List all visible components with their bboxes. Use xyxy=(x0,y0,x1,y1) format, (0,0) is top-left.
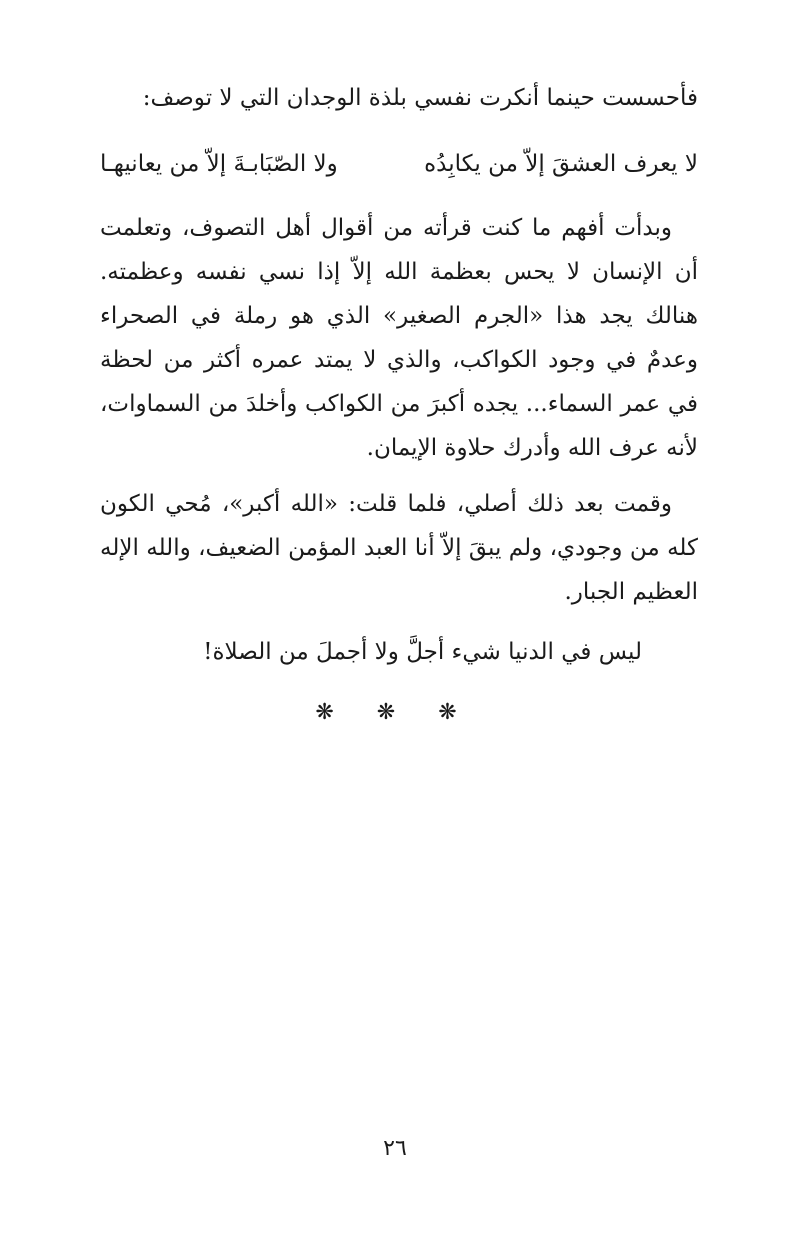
poem-verse xyxy=(100,142,698,186)
asterism-icon: ❋ xyxy=(315,700,352,725)
page-number: ٢٦ xyxy=(383,1136,407,1161)
intro-block xyxy=(100,76,698,120)
asterism-icon: ❋ xyxy=(376,700,414,725)
closing-line: ليس في الدنيا شيء أجلَّ ولا أجملَ من الصلاة! xyxy=(203,639,642,665)
paragraph-block-2 xyxy=(100,206,698,470)
poem-second-hemistich: ولا الصّبَابـةَ إلاّ من يعانيهـا xyxy=(100,151,338,177)
asterism-icon: ❋ xyxy=(438,700,475,725)
poem-first-hemistich: لا يعرف العشقَ إلاّ من يكابِدُه xyxy=(424,151,698,177)
paragraph-3: وقمت بعد ذلك أصلي، فلما قلت: «الله أكبر»، مُحي الكون كله من وجودي، ولم يبقَ إلاّ أنا العبد المؤمن الضعيف، والله الإله العظيم الجبار. xyxy=(100,491,698,605)
paragraph-2: وبدأت أفهم ما كنت قرأته من أقوال أهل التصوف، وتعلمت أن الإنسان لا يحس بعظمة الله إلاّ إذا نسي نفسه وعظمته. هنالك يجد هذا «الجرم الصغير» الذي هو رملة في الصحراء وعدمٌ في وجود الكواكب، والذي لا يمتد عمره أكثر من لحظة في عمر السماء... يجده أكبرَ من الكواكب وأخلدَ من السماوات، لأنه عرف الله وأدرك حلاوة الإيمان. xyxy=(100,215,698,461)
paragraph-block-3 xyxy=(100,482,698,614)
section-separator xyxy=(0,700,790,725)
intro-line: فأحسست حينما أنكرت نفسي بلذة الوجدان التي لا توصف: xyxy=(142,85,698,111)
